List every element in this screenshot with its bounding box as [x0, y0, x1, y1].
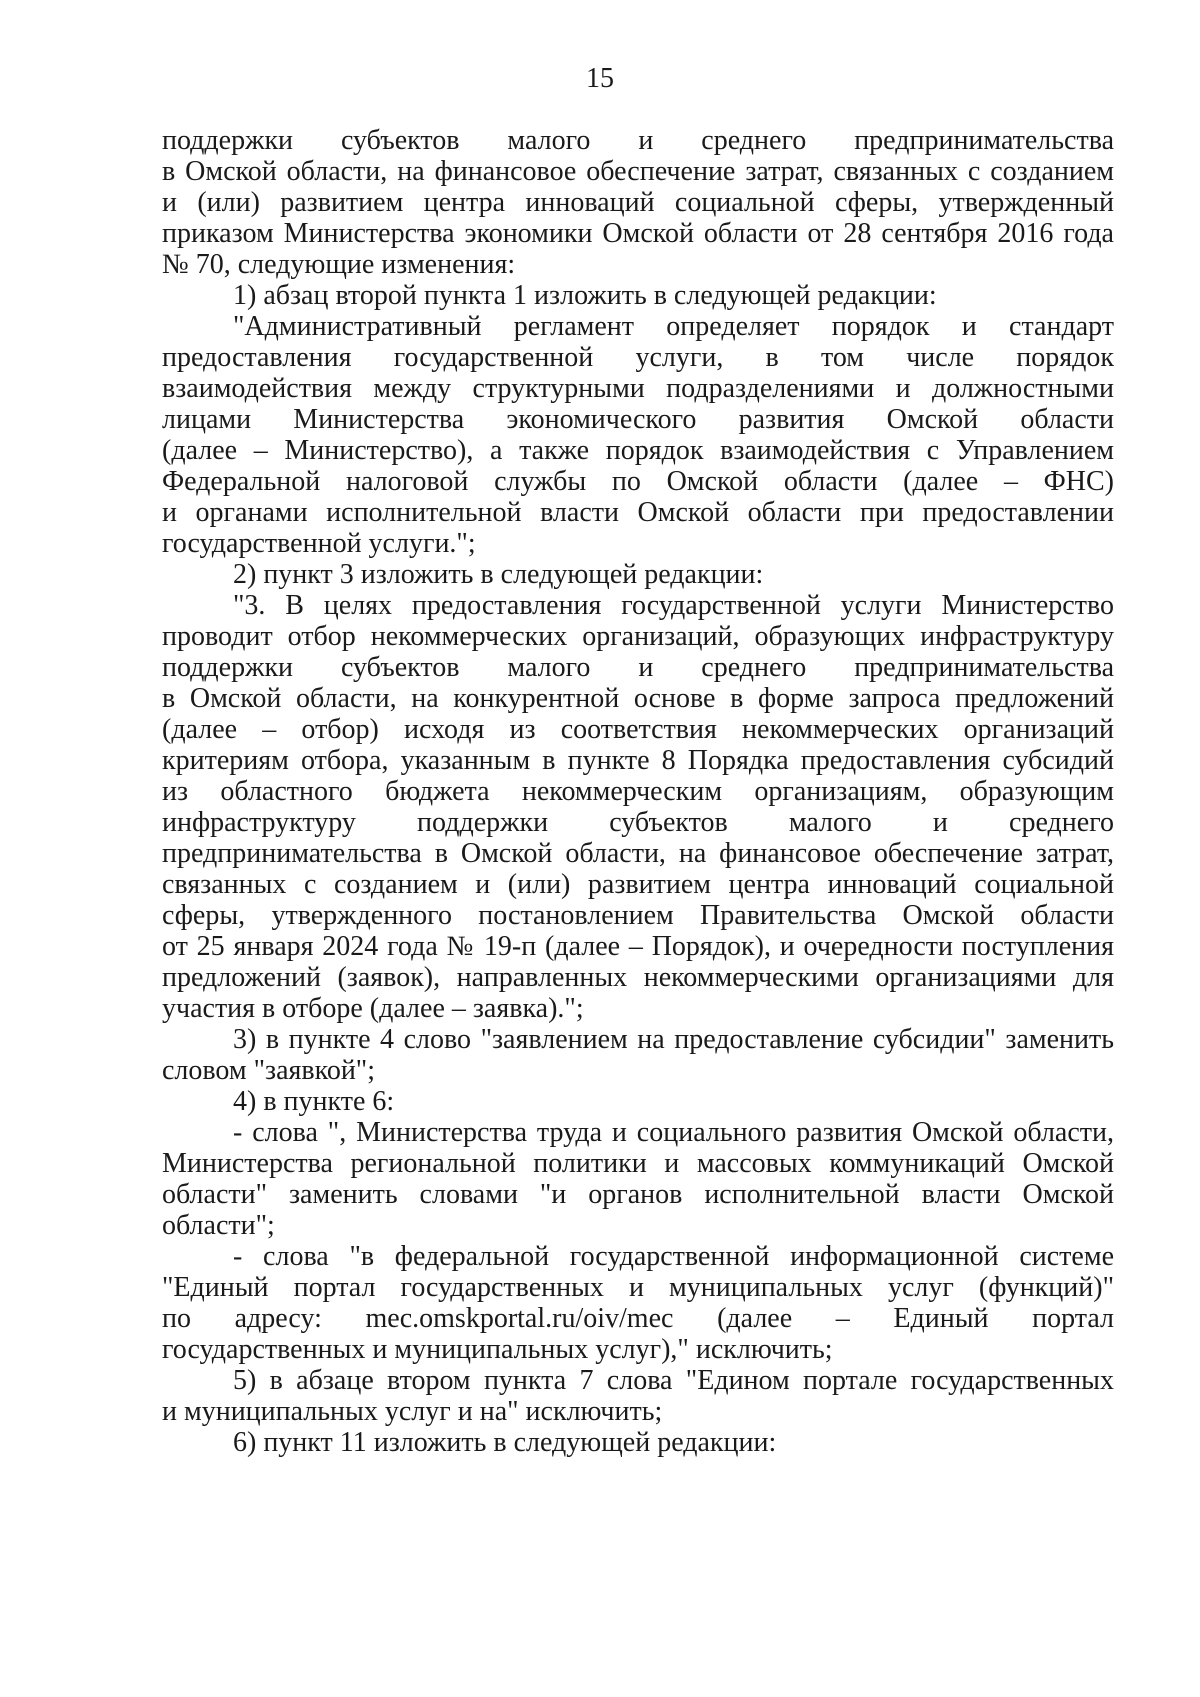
text-line: поддержки субъектов малого и среднего предпринимательства	[162, 652, 1114, 683]
text-line: приказом Министерства экономики Омской области от 28 сентября 2016 года	[162, 218, 1114, 249]
text-line: № 70, следующие изменения:	[162, 249, 516, 280]
text-line: области";	[162, 1210, 275, 1241]
text-line: от 25 января 2024 года № 19-п (далее – Порядок), и очередности поступления	[162, 931, 1114, 962]
text-line: в Омской области, на конкурентной основе в форме запроса предложений	[162, 683, 1114, 714]
text-line: предложений (заявок), направленных некоммерческими организациями для	[162, 962, 1114, 993]
text-line: 4) в пункте 6:	[233, 1086, 395, 1117]
document-body	[162, 125, 1114, 1458]
text-line: (далее – Министерство), а также порядок взаимодействия с Управлением	[162, 435, 1114, 466]
page-number: 15	[586, 63, 614, 94]
text-line: в Омской области, на финансовое обеспечение затрат, связанных с созданием	[162, 156, 1114, 187]
text-line: (далее – отбор) исходя из соответствия некоммерческих организаций	[162, 714, 1114, 745]
text-line: предпринимательства в Омской области, на финансовое обеспечение затрат,	[162, 838, 1114, 869]
text-line: - слова ", Министерства труда и социального развития Омской области,	[233, 1117, 1114, 1148]
text-line: проводит отбор некоммерческих организаций, образующих инфраструктуру	[162, 621, 1114, 652]
text-line: государственной услуги.";	[162, 528, 476, 559]
text-line: участия в отборе (далее – заявка).";	[162, 993, 584, 1024]
text-line: "Единый портал государственных и муниципальных услуг (функций)"	[162, 1272, 1114, 1303]
text-line: предоставления государственной услуги, в том числе порядок	[162, 342, 1114, 373]
text-line: 1) абзац второй пункта 1 изложить в следующей редакции:	[233, 280, 937, 311]
text-line: Федеральной налоговой службы по Омской области (далее – ФНС)	[162, 466, 1114, 497]
text-line: лицами Министерства экономического развития Омской области	[162, 404, 1114, 435]
text-line: критериям отбора, указанным в пункте 8 Порядка предоставления субсидий	[162, 745, 1114, 776]
text-line: 3) в пункте 4 слово "заявлением на предоставление субсидии" заменить	[233, 1024, 1114, 1055]
text-line: 5) в абзаце втором пункта 7 слова "Едином портале государственных	[233, 1365, 1114, 1396]
text-line: - слова "в федеральной государственной информационной системе	[233, 1241, 1114, 1272]
text-line: государственных и муниципальных услуг)," исключить;	[162, 1334, 833, 1365]
text-line: взаимодействия между структурными подразделениями и должностными	[162, 373, 1114, 404]
text-line: сферы, утвержденного постановлением Правительства Омской области	[162, 900, 1114, 931]
text-line: области" заменить словами "и органов исполнительной власти Омской	[162, 1179, 1114, 1210]
text-line: словом "заявкой";	[162, 1055, 376, 1086]
text-line: "3. В целях предоставления государственной услуги Министерство	[233, 590, 1114, 621]
text-line: связанных с созданием и (или) развитием центра инноваций социальной	[162, 869, 1114, 900]
text-line: Министерства региональной политики и массовых коммуникаций Омской	[162, 1148, 1114, 1179]
text-line: "Административный регламент определяет порядок и стандарт	[233, 311, 1114, 342]
text-line: по адресу: mec.omskportal.ru/oiv/mec (далее – Единый портал	[162, 1303, 1114, 1334]
text-line: и муниципальных услуг и на" исключить;	[162, 1396, 663, 1427]
text-line: и (или) развитием центра инноваций социальной сферы, утвержденный	[162, 187, 1114, 218]
text-line: инфраструктуру поддержки субъектов малого и среднего	[162, 807, 1114, 838]
text-line: 6) пункт 11 изложить в следующей редакции:	[233, 1427, 777, 1458]
text-line: из областного бюджета некоммерческим организациям, образующим	[162, 776, 1114, 807]
text-line: и органами исполнительной власти Омской области при предоставлении	[162, 497, 1114, 528]
text-line: 2) пункт 3 изложить в следующей редакции:	[233, 559, 764, 590]
text-line: поддержки субъектов малого и среднего предпринимательства	[162, 125, 1114, 156]
